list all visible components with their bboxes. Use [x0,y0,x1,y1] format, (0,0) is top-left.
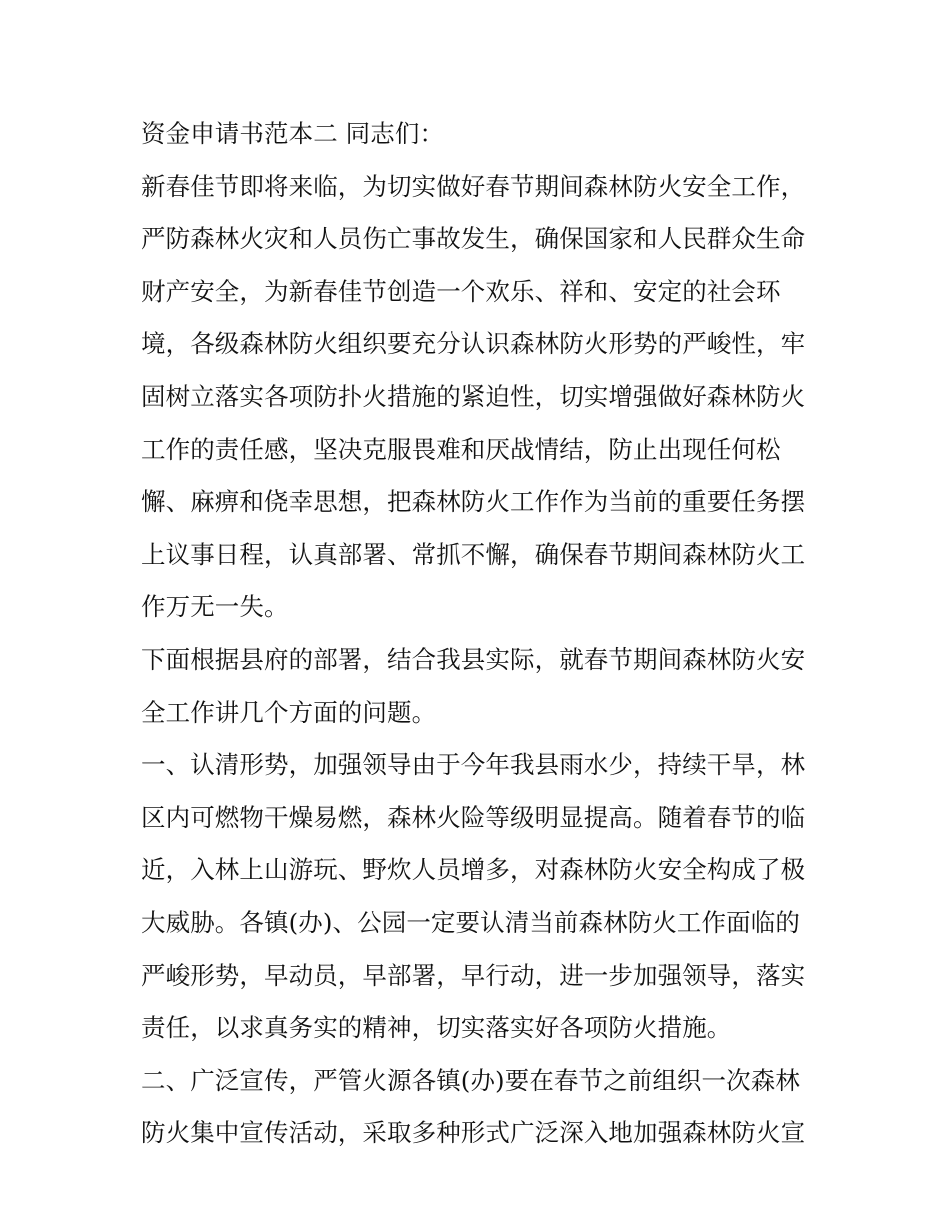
text-line: 近，入林上山游玩、野炊人员增多，对森林防火安全构成了极 [141,855,806,885]
paragraph-section-two [141,1055,811,1160]
text-line: 境，各级森林防火组织要充分认识森林防火形势的严峻性，牢 [141,329,806,359]
text-line: 全工作讲几个方面的问题。 [141,697,437,727]
text-line: 新春佳节即将来临，为切实做好春节期间森林防火安全工作， [141,171,806,201]
paragraph-intro [141,161,811,634]
document-body [141,108,811,1160]
text-line: 责任，以求真务实的精神，切实落实好各项防火措施。 [141,1013,732,1043]
text-line: 严防森林火灾和人员伤亡事故发生，确保国家和人民群众生命 [141,224,806,254]
paragraph-section-one [141,739,811,1055]
paragraph-heading [141,108,811,161]
text-line: 一、认清形势，加强领导由于今年我县雨水少，持续干旱，林 [141,750,806,780]
text-line: 固树立落实各项防扑火措施的紧迫性，切实增强做好森林防火 [141,381,806,411]
text-line: 上议事日程，认真部署、常抓不懈，确保春节期间森林防火工 [141,539,806,569]
text-line: 资金申请书范本二 同志们： [141,119,445,148]
text-line: 大威胁。各镇(办)、公园一定要认清当前森林防火工作面临的 [141,907,800,937]
text-line: 二、广泛宣传，严管火源各镇(办)要在春节之前组织一次森林 [141,1065,800,1095]
text-line: 工作的责任感，坚决克服畏难和厌战情结，防止出现任何松 [141,434,781,464]
text-line: 作万无一失。 [141,592,289,622]
text-line: 懈、麻痹和侥幸思想，把森林防火工作作为当前的重要任务摆 [141,487,806,517]
text-line: 区内可燃物干燥易燃，森林火险等级明显提高。随着春节的临 [141,802,806,832]
paragraph-overview [141,634,811,739]
text-line: 防火集中宣传活动，采取多种形式广泛深入地加强森林防火宣 [141,1118,806,1148]
text-line: 严峻形势，早动员，早部署，早行动，进一步加强领导，落实 [141,960,806,990]
text-line: 财产安全，为新春佳节创造一个欢乐、祥和、安定的社会环 [141,276,781,306]
text-line: 下面根据县府的部署，结合我县实际，就春节期间森林防火安 [141,644,806,674]
